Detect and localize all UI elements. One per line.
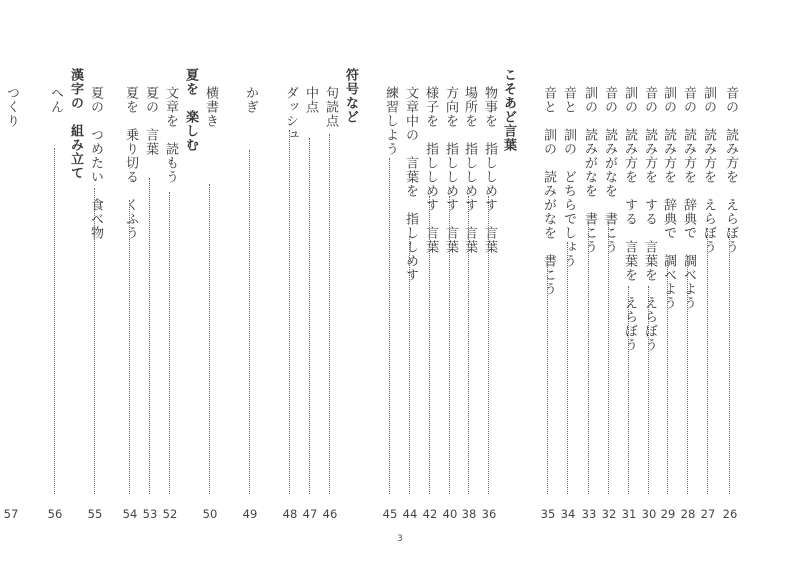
toc-entry xyxy=(159,86,181,521)
leader-dots xyxy=(249,150,250,494)
toc-entry-page: 36 xyxy=(481,507,497,521)
leader-dots xyxy=(329,134,330,494)
toc-entry-page: 55 xyxy=(87,507,103,521)
page-number: 3 xyxy=(397,534,403,544)
toc-entry xyxy=(199,86,221,521)
toc-entry-title: つくり xyxy=(4,86,19,128)
section-heading xyxy=(179,68,201,488)
toc-entry-page: 35 xyxy=(540,507,556,521)
toc-entry xyxy=(439,86,461,521)
leader-dots xyxy=(169,192,170,494)
toc-entry-page: 40 xyxy=(442,507,458,521)
section-heading xyxy=(64,68,86,488)
toc-entry xyxy=(478,86,500,521)
toc-entry-page: 45 xyxy=(382,507,398,521)
toc-entry-page: 46 xyxy=(322,507,338,521)
toc-entry-title: 練習しよう xyxy=(383,86,398,156)
toc-entry-page: 44 xyxy=(402,507,418,521)
toc-entry xyxy=(697,86,719,521)
toc-entry-page: 52 xyxy=(162,507,178,521)
toc-entry-page: 53 xyxy=(142,507,158,521)
toc-entry-page: 32 xyxy=(601,507,617,521)
toc-entry xyxy=(299,86,321,521)
section-heading-title: こそあど言葉 xyxy=(501,68,516,152)
toc-entry xyxy=(379,86,401,521)
toc-entry-title: 文章中の 言葉を 指ししめす xyxy=(403,86,418,282)
toc-entry-page: 47 xyxy=(302,507,318,521)
toc-entry xyxy=(239,86,261,521)
toc-entry-page: 26 xyxy=(722,507,738,521)
toc-entry-title: 音と 訓の どちらでしょう xyxy=(561,86,576,268)
leader-dots xyxy=(488,196,489,494)
toc-entry-title: 訓の 読みがなを 書こう xyxy=(582,86,597,254)
toc-entry xyxy=(44,86,66,521)
toc-entry-title: 物事を 指ししめす 言葉 xyxy=(482,86,497,254)
leader-dots xyxy=(429,196,430,494)
leader-dots xyxy=(449,196,450,494)
toc-entry-title: 音の 読み方を する 言葉を えらぼう xyxy=(642,86,657,352)
toc-entry-title: 中点 xyxy=(303,86,318,114)
toc-entry xyxy=(598,86,620,521)
toc-entry-title: 夏の 言葉 xyxy=(143,86,158,156)
toc-entry-title: 夏を 乗り切る くふう xyxy=(123,86,138,240)
toc-entry-page: 49 xyxy=(242,507,258,521)
leader-dots xyxy=(547,256,548,494)
toc-entry xyxy=(458,86,480,521)
toc-entry-title: 夏の つめたい 食べ物 xyxy=(88,86,103,240)
toc-entry-title: 訓の 読み方を する 言葉を えらぼう xyxy=(622,86,637,352)
toc-entry xyxy=(119,86,141,521)
leader-dots xyxy=(567,242,568,494)
toc-entry-page: 38 xyxy=(461,507,477,521)
leader-dots xyxy=(687,256,688,494)
leader-dots xyxy=(94,188,95,494)
toc-entry-page: 29 xyxy=(660,507,676,521)
leader-dots xyxy=(209,184,210,494)
leader-dots xyxy=(389,158,390,494)
toc-entry xyxy=(139,86,161,521)
toc-entry-page: 54 xyxy=(122,507,138,521)
toc-entry-page: 34 xyxy=(560,507,576,521)
toc-entry-title: 様子を 指ししめす 言葉 xyxy=(423,86,438,254)
toc-entry-title: 横書き xyxy=(203,86,218,128)
toc-entry xyxy=(319,86,341,521)
leader-dots xyxy=(409,236,410,494)
toc-entry xyxy=(657,86,679,521)
toc-entry-title: ダッシュ xyxy=(283,86,298,142)
toc-entry-page: 57 xyxy=(3,507,19,521)
toc-entry-title: 方向を 指ししめす 言葉 xyxy=(443,86,458,254)
toc-entry xyxy=(638,86,660,521)
leader-dots xyxy=(729,228,730,494)
leader-dots xyxy=(129,200,130,494)
toc-entry-page: 50 xyxy=(202,507,218,521)
toc-entry-page: 27 xyxy=(700,507,716,521)
toc-entry xyxy=(618,86,640,521)
section-heading-title: 夏を 楽しむ xyxy=(183,68,198,152)
leader-dots xyxy=(707,228,708,494)
toc-entry-title: 音と 訓の 読みがなを 書こう xyxy=(541,86,556,296)
leader-dots xyxy=(608,222,609,494)
toc-entry-title: 訓の 読み方を 辞典で 調べよう xyxy=(661,86,676,310)
toc-entry xyxy=(279,86,301,521)
leader-dots xyxy=(648,286,649,494)
toc-entry xyxy=(677,86,699,521)
toc-entry xyxy=(537,86,559,521)
toc-entry-title: 音の 読み方を 辞典で 調べよう xyxy=(681,86,696,310)
toc-entry-title: 文章を 読もう xyxy=(163,86,178,184)
toc-entry-title: 訓の 読み方を えらぼう xyxy=(701,86,716,254)
toc-entry-title: かぎ xyxy=(243,86,258,114)
toc-entry xyxy=(419,86,441,521)
toc-entry-page: 33 xyxy=(581,507,597,521)
toc-entry-title: 場所を 指ししめす 言葉 xyxy=(462,86,477,254)
leader-dots xyxy=(468,196,469,494)
toc-entry-title: 音の 読みがなを 書こう xyxy=(602,86,617,254)
toc-entry-page: 48 xyxy=(282,507,298,521)
toc-entry-title: 句読点 xyxy=(323,86,338,128)
leader-dots xyxy=(667,260,668,494)
toc-entry-page: 31 xyxy=(621,507,637,521)
section-heading-title: 漢字の 組み立て xyxy=(68,68,83,180)
toc-entry-page: 30 xyxy=(641,507,657,521)
toc-entry-page: 42 xyxy=(422,507,438,521)
toc-entry-page: 56 xyxy=(47,507,63,521)
leader-dots xyxy=(628,286,629,494)
leader-dots xyxy=(309,138,310,494)
toc-entry xyxy=(557,86,579,521)
toc-entry xyxy=(719,86,741,521)
toc-entry-title: 音の 読み方を えらぼう xyxy=(723,86,738,254)
leader-dots xyxy=(289,130,290,494)
section-heading xyxy=(339,68,361,488)
toc-entry xyxy=(0,86,22,521)
toc-entry-title: へん xyxy=(48,86,63,114)
toc-entry xyxy=(578,86,600,521)
section-heading-title: 符号など xyxy=(343,68,358,124)
toc-entry xyxy=(399,86,421,521)
section-heading xyxy=(497,68,519,488)
toc-entry-page: 28 xyxy=(680,507,696,521)
leader-dots xyxy=(149,178,150,494)
leader-dots xyxy=(54,148,55,494)
toc-entry xyxy=(84,86,106,521)
leader-dots xyxy=(588,222,589,494)
